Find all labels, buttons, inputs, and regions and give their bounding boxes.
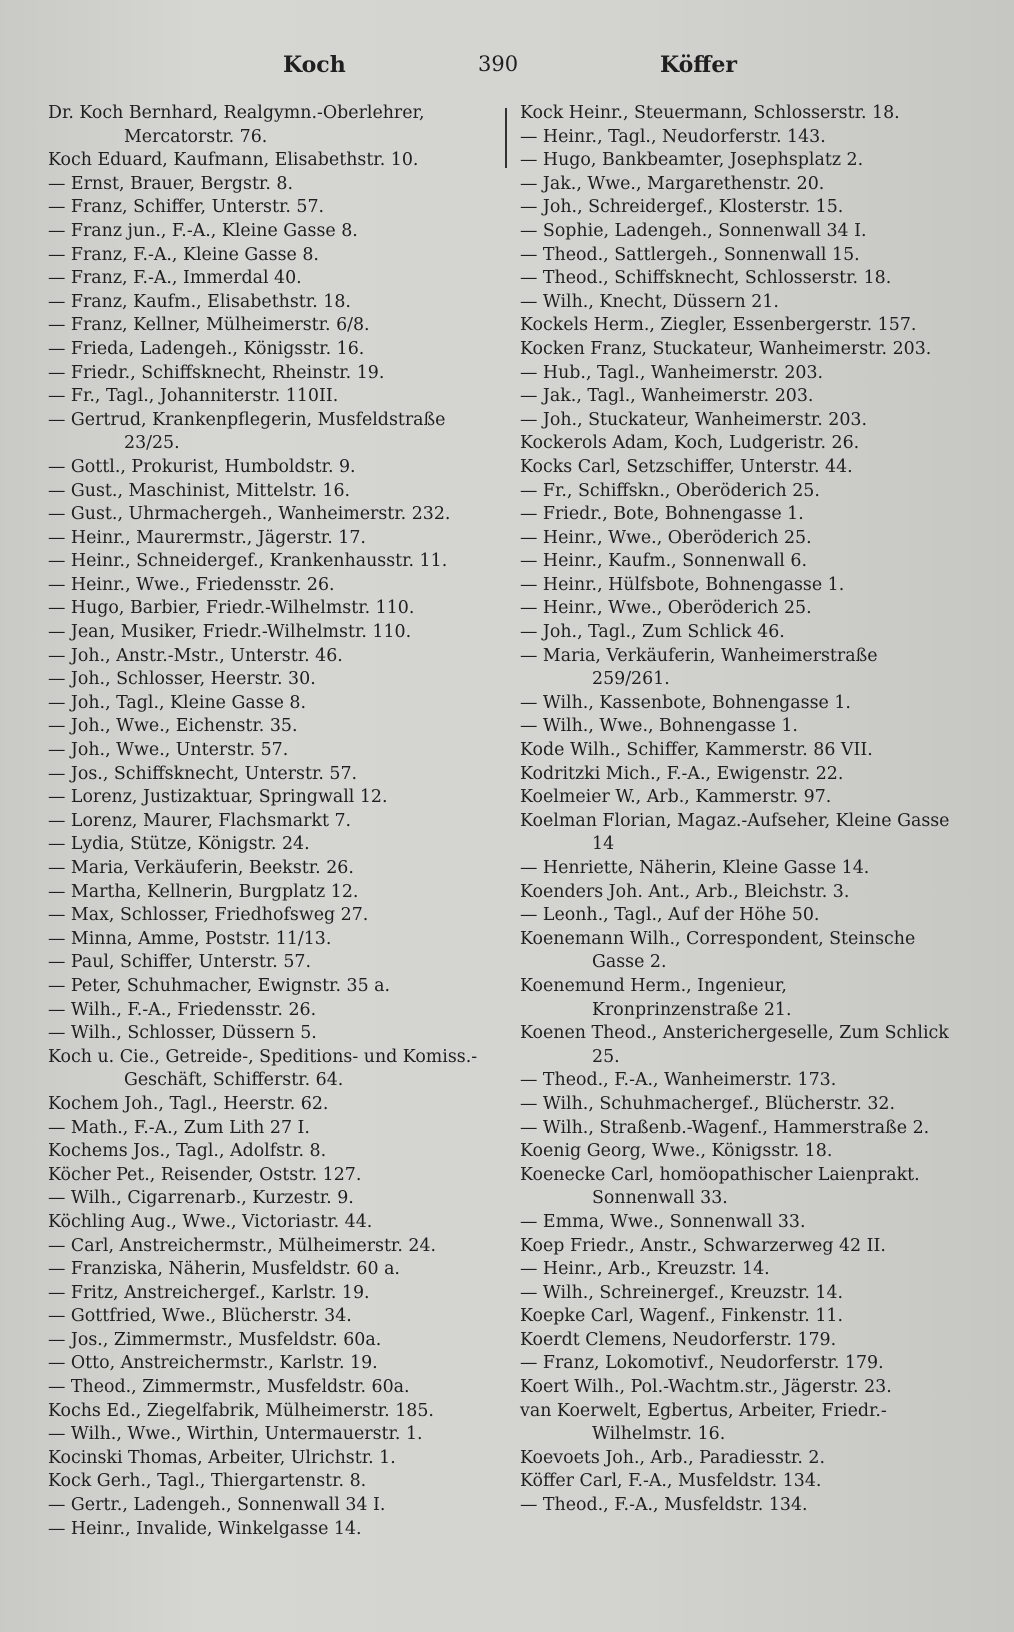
directory-entry: — Gottl., Prokurist, Humboldstr. 9. <box>48 456 356 477</box>
directory-entry: — Joh., Tagl., Zum Schlick 46. <box>520 622 785 643</box>
directory-entry: Koelmeier W., Arb., Kammerstr. 97. <box>520 787 832 808</box>
directory-entry: Koenders Joh. Ant., Arb., Bleichstr. 3. <box>520 881 850 902</box>
directory-entry: Kochem Joh., Tagl., Heerstr. 62. <box>48 1093 329 1114</box>
directory-entry: — Wilh., Cigarrenarb., Kurzestr. 9. <box>48 1188 354 1209</box>
directory-entry: — Jos., Schiffsknecht, Unterstr. 57. <box>48 763 358 784</box>
directory-entry: Koenig Georg, Wwe., Königsstr. 18. <box>520 1141 833 1162</box>
directory-entry: — Wilh., Schreinergef., Kreuzstr. 14. <box>520 1282 844 1303</box>
directory-entry: — Max, Schlosser, Friedhofsweg 27. <box>48 905 369 926</box>
directory-entry: Köcher Pet., Reisender, Oststr. 127. <box>48 1164 362 1185</box>
directory-entry: Kock Gerh., Tagl., Thiergartenstr. 8. <box>48 1471 367 1492</box>
directory-entry: — Lydia, Stütze, Königstr. 24. <box>48 834 310 855</box>
directory-entry: — Emma, Wwe., Sonnenwall 33. <box>520 1211 806 1232</box>
directory-entry: — Gertr., Ladengeh., Sonnenwall 34 I. <box>48 1495 386 1516</box>
directory-entry: — Gust., Maschinist, Mittelstr. 16. <box>48 480 351 501</box>
directory-entry: — Math., F.-A., Zum Lith 27 I. <box>48 1117 310 1138</box>
directory-entry: Kockels Herm., Ziegler, Essenbergerstr. 157. <box>520 315 917 336</box>
directory-entry: — Franziska, Näherin, Musfeldstr. 60 a. <box>48 1259 400 1280</box>
directory-entry: Kocks Carl, Setzschiffer, Unterstr. 44. <box>520 456 853 477</box>
page-number: 390 <box>478 52 519 76</box>
directory-entry: — Heinr., Wwe., Oberöderich 25. <box>520 598 812 619</box>
directory-entry: Koenen Theod., Ansterichergeselle, Zum Schlick 25. <box>520 1023 949 1067</box>
directory-entry: Kock Heinr., Steuermann, Schlosserstr. 18. <box>520 103 900 123</box>
directory-entry: — Heinr., Maurermstr., Jägerstr. 17. <box>48 527 366 548</box>
directory-entry: — Minna, Amme, Poststr. 11/13. <box>48 928 332 949</box>
directory-entry: — Heinr., Tagl., Neudorferstr. 143. <box>520 126 826 147</box>
directory-entry: — Hugo, Barbier, Friedr.-Wilhelmstr. 110. <box>48 598 415 619</box>
directory-entry: — Joh., Schlosser, Heerstr. 30. <box>48 669 316 690</box>
directory-entry: — Theod., F.-A., Wanheimerstr. 173. <box>520 1070 837 1091</box>
directory-entry: — Gertrud, Krankenpflegerin, Musfeldstraße 23/25. <box>48 409 446 454</box>
left-column <box>48 102 496 1541</box>
column-divider <box>505 108 507 168</box>
right-column <box>520 102 952 1518</box>
directory-entry: — Wilh., Kassenbote, Bohnengasse 1. <box>520 692 851 713</box>
directory-entry: Kode Wilh., Schiffer, Kammerstr. 86 VII. <box>520 740 873 761</box>
directory-entry: Koenecke Carl, homöopathischer Laienprakt. Sonnenwall 33. <box>520 1164 920 1209</box>
directory-entry: — Wilh., Wwe., Bohnengasse 1. <box>520 716 798 737</box>
directory-entry: — Jos., Zimmermstr., Musfeldstr. 60a. <box>48 1329 382 1350</box>
directory-entry: Koelman Florian, Magaz.-Aufseher, Kleine Gasse 14 <box>520 810 950 855</box>
directory-entry: — Jak., Tagl., Wanheimerstr. 203. <box>520 386 814 407</box>
directory-entry: — Friedr., Schiffsknecht, Rheinstr. 19. <box>48 362 385 383</box>
directory-entry: — Franz, Schiffer, Unterstr. 57. <box>48 197 325 218</box>
directory-entry: Kochs Ed., Ziegelfabrik, Mülheimerstr. 185. <box>48 1400 434 1421</box>
directory-entry: Kockerols Adam, Koch, Ludgeristr. 26. <box>520 433 860 454</box>
directory-entry: — Lorenz, Justizaktuar, Springwall 12. <box>48 787 388 808</box>
header-right-keyword: Köffer <box>660 52 737 78</box>
directory-entry: — Theod., F.-A., Musfeldstr. 134. <box>520 1495 808 1516</box>
directory-entry: Koerdt Clemens, Neudorferstr. 179. <box>520 1329 837 1350</box>
directory-entry: Koep Friedr., Anstr., Schwarzerweg 42 II. <box>520 1235 886 1256</box>
page-header <box>0 52 1014 82</box>
directory-entry: — Jak., Wwe., Margarethenstr. 20. <box>520 173 825 194</box>
directory-entry: — Joh., Tagl., Kleine Gasse 8. <box>48 692 306 713</box>
directory-entry: — Leonh., Tagl., Auf der Höhe 50. <box>520 905 820 926</box>
directory-entry: — Heinr., Schneidergef., Krankenhausstr. 11. <box>48 551 448 572</box>
directory-entry: — Theod., Schiffsknecht, Schlosserstr. 18. <box>520 268 892 289</box>
directory-entry: Kodritzki Mich., F.-A., Ewigenstr. 22. <box>520 763 844 784</box>
directory-entry: — Heinr., Hülfsbote, Bohnengasse 1. <box>520 574 845 595</box>
directory-entry: — Joh., Stuckateur, Wanheimerstr. 203. <box>520 409 868 430</box>
directory-entry: — Frieda, Ladengeh., Königsstr. 16. <box>48 338 365 359</box>
directory-entry: — Heinr., Wwe., Friedensstr. 26. <box>48 574 335 595</box>
directory-entry: — Wilh., Schuhmachergef., Blücherstr. 32. <box>520 1093 895 1114</box>
directory-entry: — Franz, F.-A., Kleine Gasse 8. <box>48 244 319 265</box>
directory-entry: — Fr., Tagl., Johanniterstr. 110II. <box>48 386 339 407</box>
header-left-keyword: Koch <box>283 52 346 78</box>
directory-entry: — Ernst, Brauer, Bergstr. 8. <box>48 173 293 194</box>
directory-entry: Dr. Koch Bernhard, Realgymn.-Oberlehrer, Mercatorstr. 76. <box>48 103 425 147</box>
directory-entry: — Friedr., Bote, Bohnengasse 1. <box>520 504 804 525</box>
directory-entry: Koenemann Wilh., Correspondent, Steinsche Gasse 2. <box>520 928 916 973</box>
directory-entry: — Lorenz, Maurer, Flachsmarkt 7. <box>48 810 352 831</box>
directory-entry: Kocinski Thomas, Arbeiter, Ulrichstr. 1. <box>48 1447 396 1468</box>
directory-entry: Koevoets Joh., Arb., Paradiesstr. 2. <box>520 1447 825 1468</box>
directory-entry: — Joh., Wwe., Unterstr. 57. <box>48 740 289 761</box>
directory-entry: — Hub., Tagl., Wanheimerstr. 203. <box>520 362 824 383</box>
directory-entry: — Maria, Verkäuferin, Wanheimerstraße 259/261. <box>520 645 878 690</box>
directory-entry: — Henriette, Näherin, Kleine Gasse 14. <box>520 858 870 878</box>
directory-entry: — Jean, Musiker, Friedr.-Wilhelmstr. 110. <box>48 622 412 643</box>
directory-entry: Köchling Aug., Wwe., Victoriastr. 44. <box>48 1211 373 1232</box>
directory-entry: — Gottfried, Wwe., Blücherstr. 34. <box>48 1306 352 1327</box>
directory-entry: — Wilh., Knecht, Düssern 21. <box>520 291 779 312</box>
directory-entry: — Fritz, Anstreichergef., Karlstr. 19. <box>48 1282 370 1303</box>
directory-entry: Kochems Jos., Tagl., Adolfstr. 8. <box>48 1141 327 1162</box>
directory-entry: — Joh., Wwe., Eichenstr. 35. <box>48 716 298 737</box>
directory-entry: — Wilh., Straßenb.-Wagenf., Hammerstraße 2. <box>520 1117 930 1138</box>
directory-entry: — Fr., Schiffskn., Oberöderich 25. <box>520 480 820 501</box>
directory-entry: — Franz, Lokomotivf., Neudorferstr. 179. <box>520 1353 884 1374</box>
directory-entry: Koch u. Cie., Getreide-, Speditions- und Komiss.-Geschäft, Schifferstr. 64. <box>48 1046 478 1091</box>
directory-entry: — Heinr., Arb., Kreuzstr. 14. <box>520 1259 770 1280</box>
directory-entry: — Franz, F.-A., Immerdal 40. <box>48 268 302 289</box>
directory-entry: — Franz, Kellner, Mülheimerstr. 6/8. <box>48 315 370 336</box>
directory-entry: — Wilh., Wwe., Wirthin, Untermauerstr. 1. <box>48 1424 423 1445</box>
directory-entry: Koepke Carl, Wagenf., Finkenstr. 11. <box>520 1306 844 1327</box>
directory-entry: van Koerwelt, Egbertus, Arbeiter, Friedr.-Wilhelmstr. 16. <box>520 1400 887 1445</box>
directory-entry: — Heinr., Wwe., Oberöderich 25. <box>520 527 812 548</box>
directory-entry: — Carl, Anstreichermstr., Mülheimerstr. 24. <box>48 1235 437 1256</box>
directory-entry: Koch Eduard, Kaufmann, Elisabethstr. 10. <box>48 150 419 171</box>
directory-entry: Koenemund Herm., Ingenieur, Kronprinzenstraße 21. <box>520 975 792 1020</box>
directory-entry: — Theod., Sattlergeh., Sonnenwall 15. <box>520 244 860 265</box>
directory-entry: Köffer Carl, F.-A., Musfeldstr. 134. <box>520 1471 822 1492</box>
directory-entry: — Heinr., Invalide, Winkelgasse 14. <box>48 1518 362 1539</box>
directory-entry: — Otto, Anstreichermstr., Karlstr. 19. <box>48 1353 378 1374</box>
directory-entry: — Hugo, Bankbeamter, Josephsplatz 2. <box>520 150 864 171</box>
directory-entry: — Theod., Zimmermstr., Musfeldstr. 60a. <box>48 1377 410 1398</box>
directory-entry: — Joh., Schreidergef., Klosterstr. 15. <box>520 197 844 218</box>
directory-entry: — Peter, Schuhmacher, Ewignstr. 35 a. <box>48 975 391 996</box>
directory-entry: — Joh., Anstr.-Mstr., Unterstr. 46. <box>48 645 343 666</box>
directory-entry: Koert Wilh., Pol.-Wachtm.str., Jägerstr. 23. <box>520 1377 892 1398</box>
directory-entry: — Wilh., Schlosser, Düssern 5. <box>48 1023 317 1044</box>
directory-entry: — Gust., Uhrmachergeh., Wanheimerstr. 232. <box>48 504 451 525</box>
directory-entry: — Sophie, Ladengeh., Sonnenwall 34 I. <box>520 220 867 241</box>
directory-entry: — Paul, Schiffer, Unterstr. 57. <box>48 952 312 973</box>
directory-entry: — Franz jun., F.-A., Kleine Gasse 8. <box>48 220 358 241</box>
directory-entry: — Wilh., F.-A., Friedensstr. 26. <box>48 999 317 1020</box>
directory-entry: Kocken Franz, Stuckateur, Wanheimerstr. 203. <box>520 338 932 359</box>
directory-entry: — Martha, Kellnerin, Burgplatz 12. <box>48 881 359 902</box>
directory-entry: — Maria, Verkäuferin, Beekstr. 26. <box>48 858 354 878</box>
directory-entry: — Franz, Kaufm., Elisabethstr. 18. <box>48 291 351 312</box>
directory-entry: — Heinr., Kaufm., Sonnenwall 6. <box>520 551 807 572</box>
